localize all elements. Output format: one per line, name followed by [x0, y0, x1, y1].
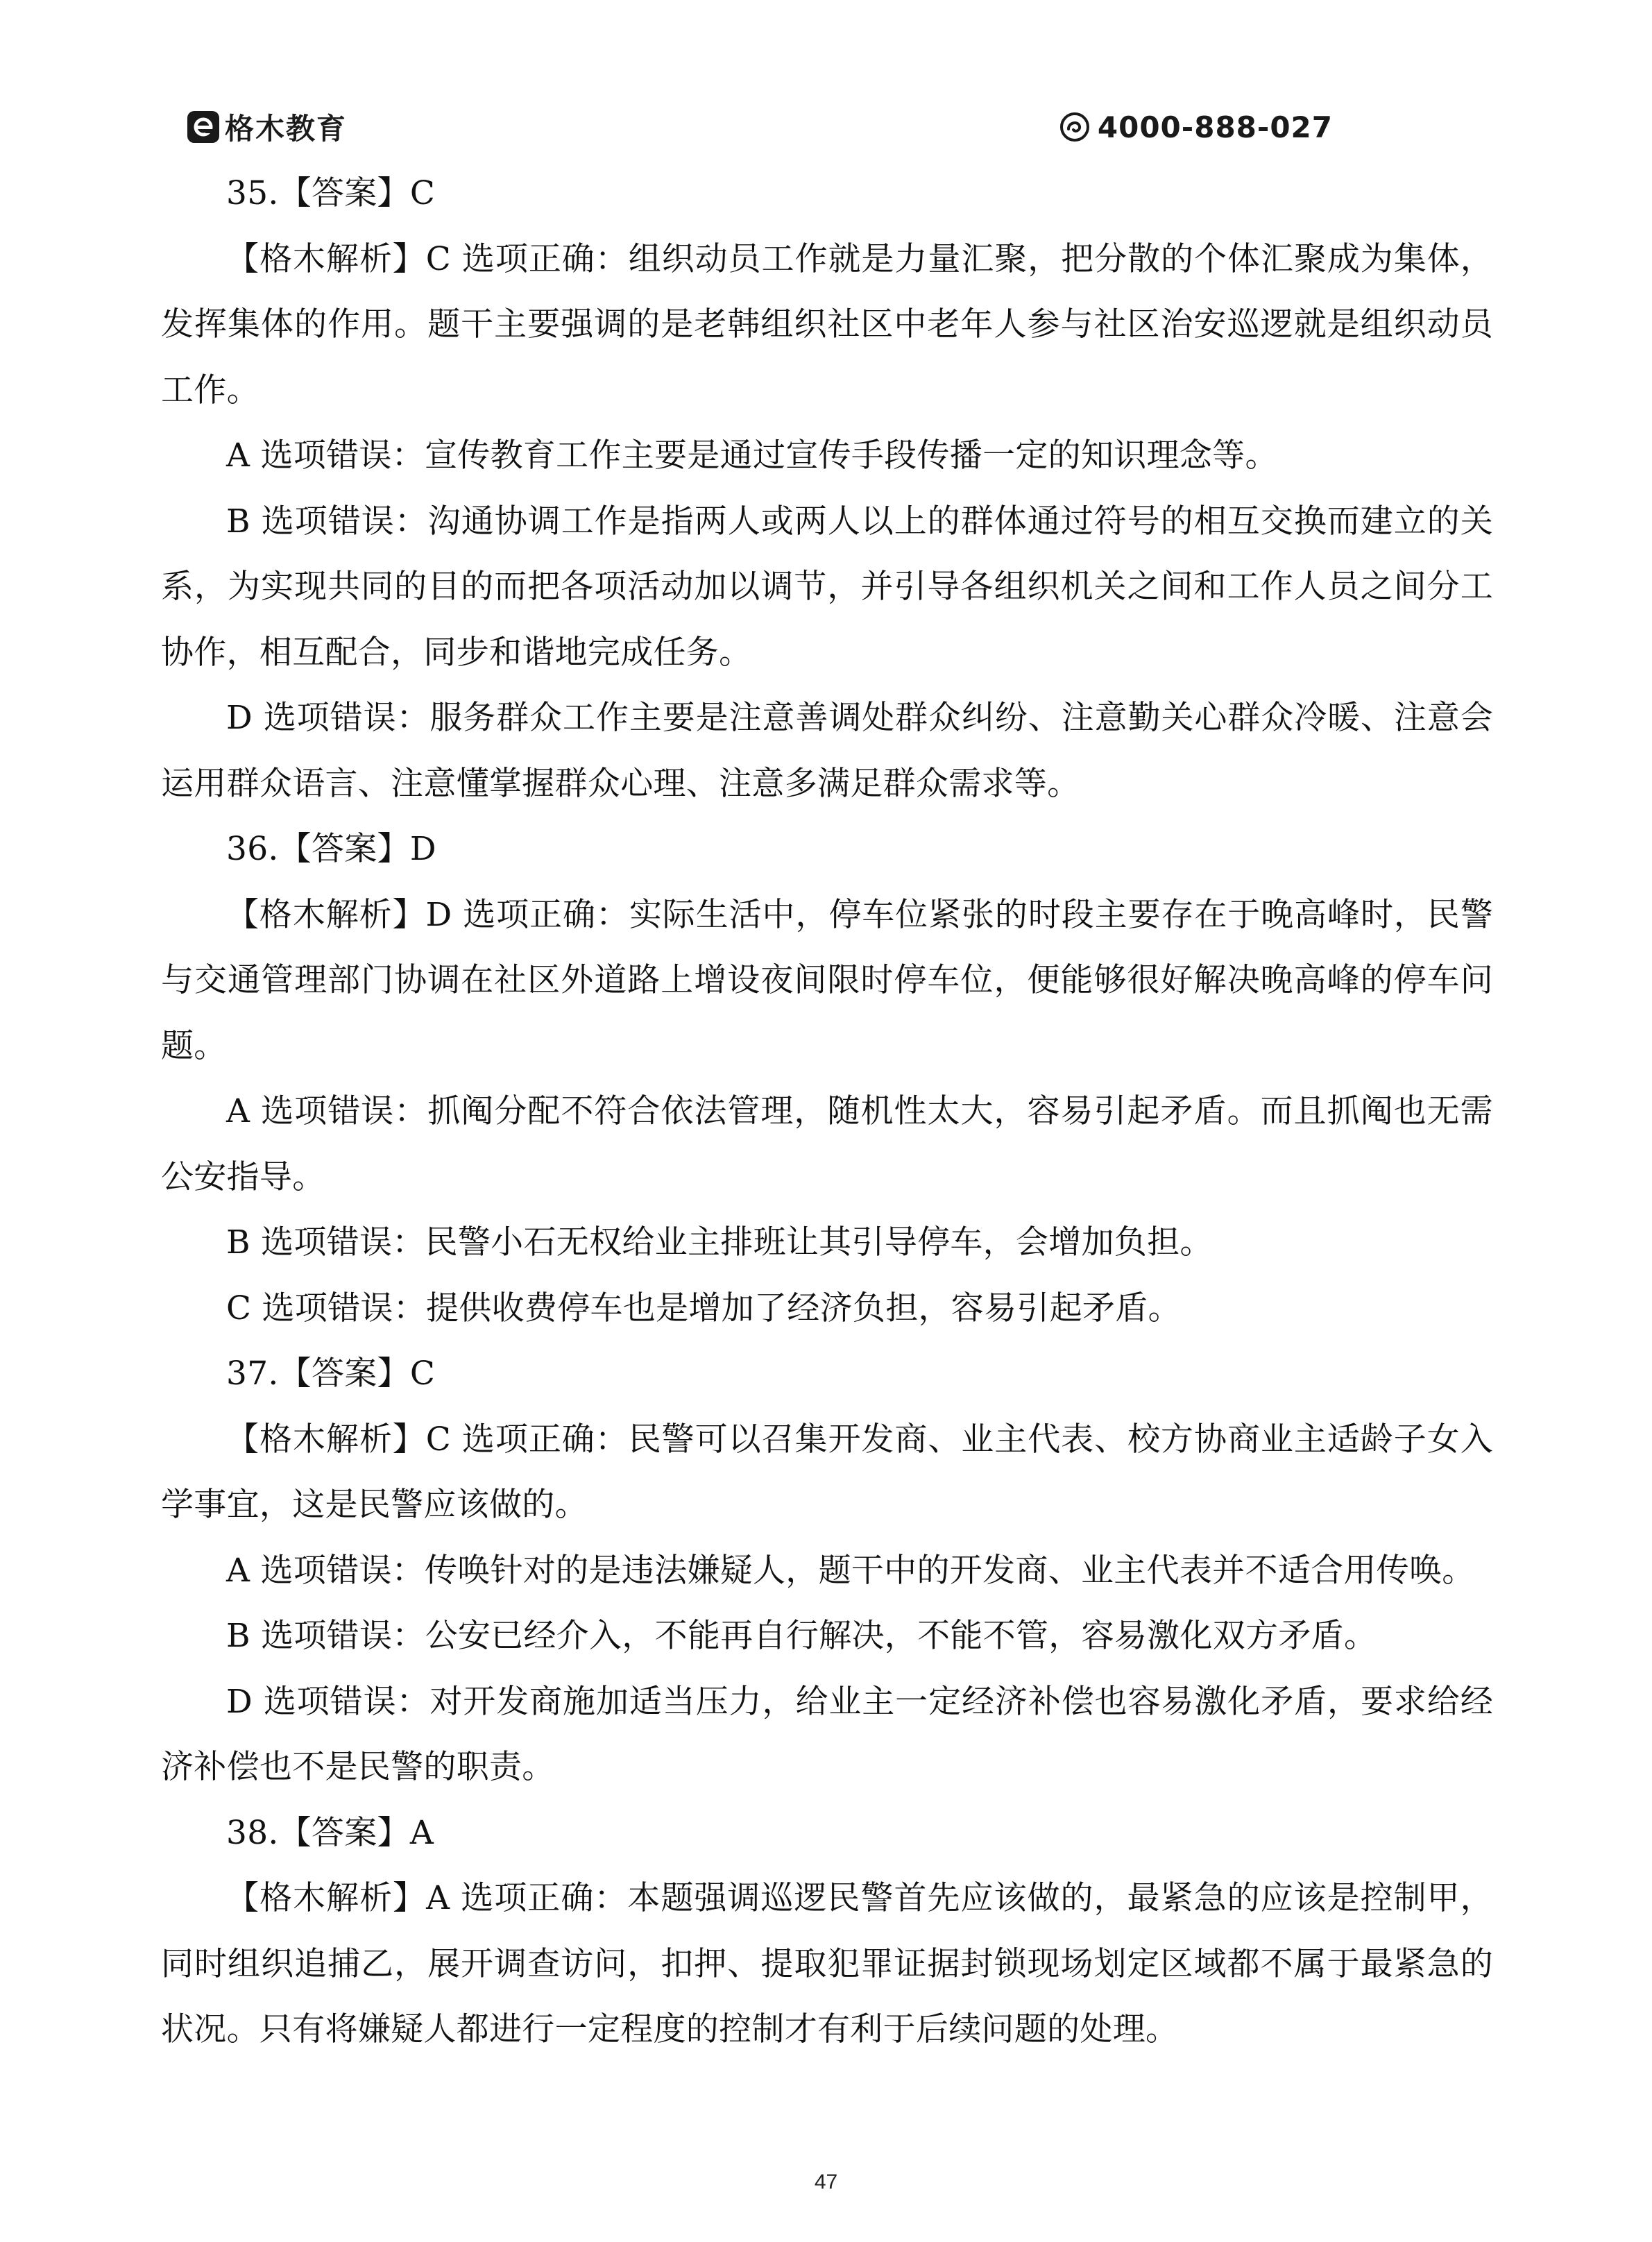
answer-38-heading: 38.【答案】A — [226, 1813, 434, 1852]
answer-37-option-a: A 选项错误：传唤针对的是违法嫌疑人，题干中的开发商、业主代表并不适合用传唤。 — [226, 1551, 1475, 1590]
answer-35-option-a: A 选项错误：宣传教育工作主要是通过宣传手段传播一定的知识理念等。 — [226, 436, 1278, 475]
answer-35-analysis: 【格木解析】C 选项正确：组织动员工作就是力量汇聚，把分散的个体汇聚成为集体，发挥集体的作用。题干主要强调的是老韩组织社区中老年人参与社区治安巡逻就是组织动员工作。 — [161, 239, 1493, 409]
answer-38-analysis: 【格木解析】A 选项正确：本题强调巡逻民警首先应该做的，最紧急的应该是控制甲，同时组织追捕乙，展开调查访问，扣押、提取犯罪证据封锁现场划定区域都不属于最紧急的状况。只有将嫌疑人都进行一定程度的控制才有利于后续问题的处理。 — [161, 1879, 1493, 2048]
hotline — [1059, 103, 1333, 151]
answer-37-heading: 37.【答案】C — [226, 1354, 436, 1393]
answer-35-option-b: B 选项错误：沟通协调工作是指两人或两人以上的群体通过符号的相互交换而建立的关系，为实现共同的目的而把各项活动加以调节，并引导各组织机关之间和工作人员之间分工协作，相互配合，同步和谐地完成任务。 — [161, 502, 1493, 672]
page-header — [187, 103, 1465, 151]
page-number: 47 — [814, 2171, 838, 2193]
answer-36-heading: 36.【答案】D — [226, 830, 436, 868]
brand-name: 格木教育 — [225, 112, 348, 146]
brand-e-logo-icon — [187, 111, 219, 143]
phone-swirl-icon — [1059, 111, 1091, 143]
answer-37-option-d: D 选项错误：对开发商施加适当压力，给业主一定经济补偿也容易激化矛盾，要求给经济补偿也不是民警的职责。 — [161, 1682, 1493, 1786]
brand-logo — [187, 103, 347, 151]
answer-36-option-c: C 选项错误：提供收费停车也是增加了经济负担，容易引起矛盾。 — [226, 1289, 1181, 1327]
answer-36-option-a: A 选项错误：抓阄分配不符合依法管理，随机性太大，容易引起矛盾。而且抓阄也无需公安指导。 — [161, 1092, 1493, 1196]
answer-35-option-d: D 选项错误：服务群众工作主要是注意善调处群众纠纷、注意勤关心群众冷暖、注意会运用群众语言、注意懂掌握群众心理、注意多满足群众需求等。 — [161, 699, 1493, 803]
hotline-number: 4000-888-027 — [1097, 110, 1333, 144]
answer-37-option-b: B 选项错误：公安已经介入，不能再自行解决，不能不管，容易激化双方矛盾。 — [226, 1617, 1377, 1655]
answer-35-heading: 35.【答案】C — [226, 174, 436, 212]
answer-36-option-b: B 选项错误：民警小石无权给业主排班让其引导停车，会增加负担。 — [226, 1223, 1213, 1262]
answer-explanations — [161, 161, 1493, 2063]
answer-37-analysis: 【格木解析】C 选项正确：民警可以召集开发商、业主代表、校方协商业主适龄子女入学事宜，这是民警应该做的。 — [161, 1420, 1493, 1524]
answer-36-analysis: 【格木解析】D 选项正确：实际生活中，停车位紧张的时段主要存在于晚高峰时，民警与交通管理部门协调在社区外道路上增设夜间限时停车位，便能够很好解决晚高峰的停车问题。 — [161, 895, 1493, 1065]
